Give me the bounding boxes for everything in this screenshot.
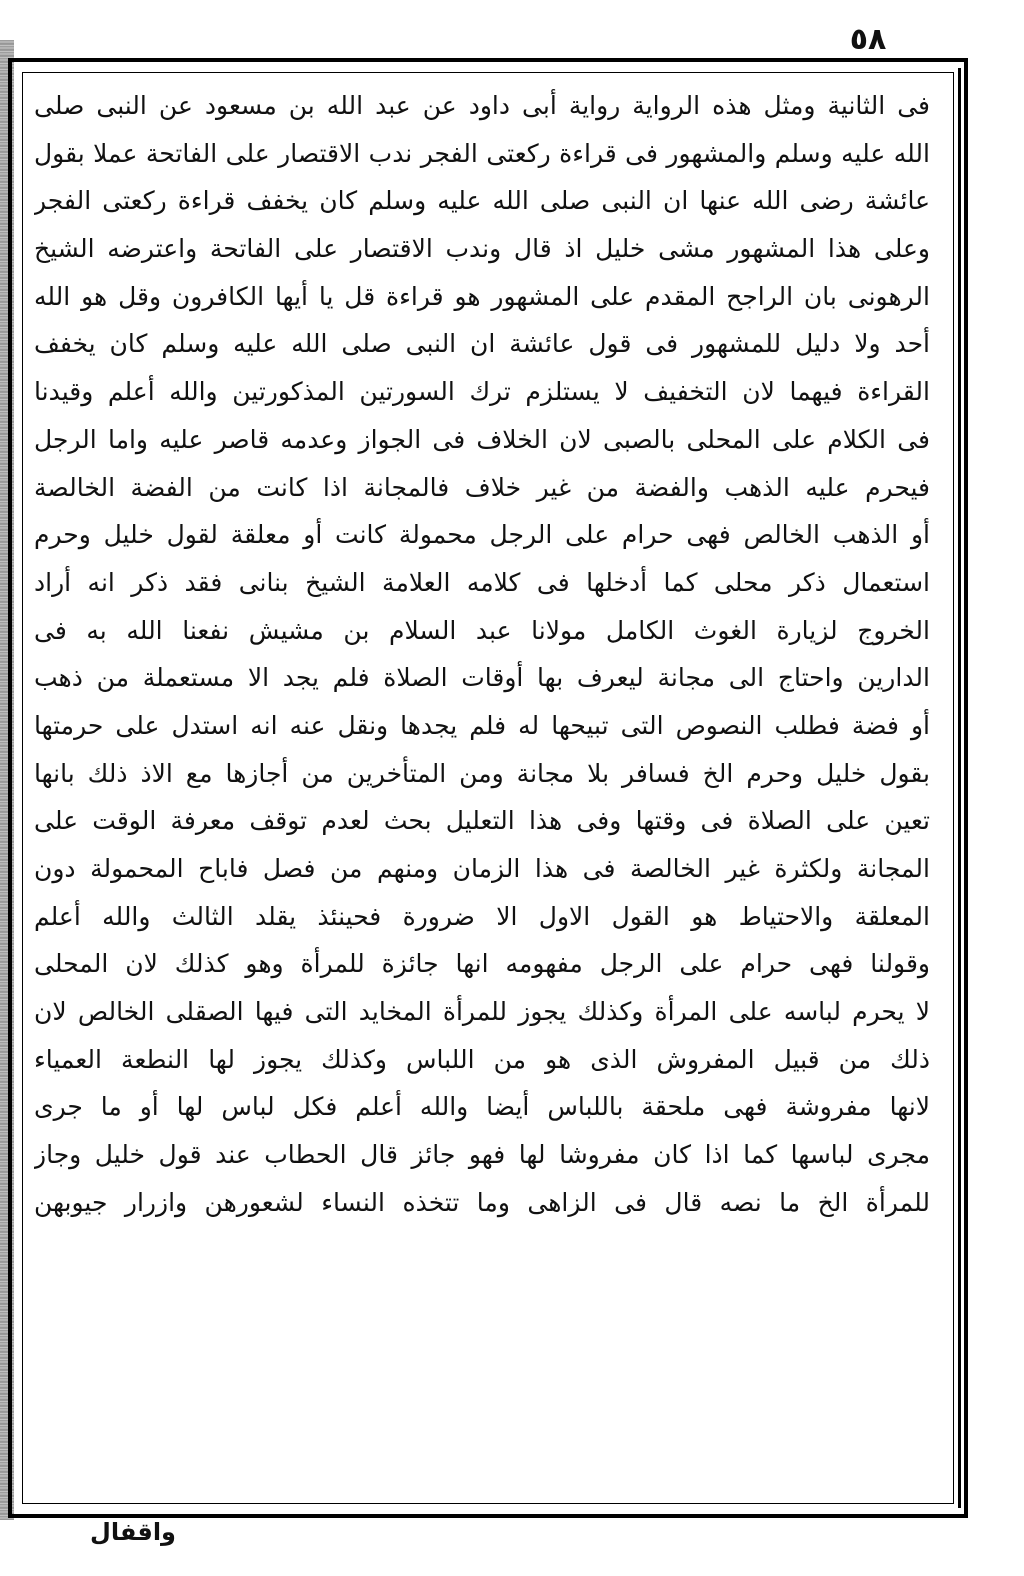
text-line: فيحرم عليه الذهب والفضة من غير خلاف فالمجانة اذا كانت من الفضة الخالصة [34, 472, 930, 502]
text-line: القراءة فيهما لان التخفيف لا يستلزم ترك السورتين المذكورتين والله أعلم وقيدنا [34, 377, 930, 407]
text-line: عائشة رضى الله عنها ان النبى صلى الله عليه وسلم كان يخفف قراءة ركعتى الفجر [34, 186, 930, 216]
text-line: وعلى هذا المشهور مشى خليل اذ قال وندب الاقتصار على الفاتحة واعترضه الشيخ [34, 234, 930, 264]
text-line: الرهونى بان الراجح المقدم على المشهور هو قراءة قل يا أيها الكافرون وقل هو الله [34, 281, 930, 311]
text-line: الدارين واحتاج الى مجانة ليعرف بها أوقات الصلاة فلم يجد الا مستعملة من ذهب [34, 663, 930, 693]
text-line: أو فضة فطلب النصوص التى تبيحها له فلم يجدها ونقل عنه انه استدل على حرمتها [34, 710, 930, 740]
text-line: المجانة ولكثرة غير الخالصة فى هذا الزمان ومنهم من فصل فاباح المحمولة دون [34, 854, 930, 883]
text-line: ذلك من قبيل المفروش الذى هو من اللباس وكذلك يجوز لها النطعة العمياء [34, 1044, 930, 1074]
text-line: أو الذهب الخالص فهى حرام على الرجل محمولة كانت أو معلقة لقول خليل وحرم [34, 520, 930, 550]
text-line: مجرى لباسها كما اذا كان مفروشا لها فهو جائز قال الحطاب عند قول خليل وجاز [34, 1140, 930, 1170]
text-line: بقول خليل وحرم الخ فسافر بلا مجانة ومن المتأخرين من أجازها مع الاذ ذلك بانها [34, 758, 930, 788]
text-line: فى الكلام على المحلى بالصبى لان الخلاف فى الجواز وعدمه قاصر عليه واما الرجل [34, 424, 930, 454]
page-number: ٥٨ [849, 22, 887, 57]
text-line: لا يحرم لباسه على المرأة وكذلك يجوز للمرأة المخايد التى فيها الصقلى الخالص لان [34, 997, 930, 1027]
text-line: تعين على الصلاة فى وقتها وفى هذا التعليل بحث لعدم توقف معرفة الوقت على [34, 806, 930, 836]
text-line: للمرأة الخ ما نصه قال فى الزاهى وما تتخذه النساء لشعورهن وازرار جيوبهن [34, 1187, 930, 1217]
text-line: وقولنا فهى حرام على الرجل مفهومه انها جائزة للمرأة وهو كذلك لان المحلى [34, 949, 930, 979]
body-text [34, 82, 930, 1494]
text-line: الخروج لزيارة الغوث الكامل مولانا عبد السلام بن مشيش نفعنا الله به فى [34, 615, 930, 645]
text-line: المعلقة والاحتياط هو القول الاول الا ضرورة فحينئذ يقلد الثالث والله أعلم [34, 901, 930, 931]
text-line: فى الثانية ومثل هذه الرواية رواية أبى داود عن عبد الله بن مسعود عن النبى صلى [34, 91, 930, 120]
text-line: لانها مفروشة فهى ملحقة باللباس أيضا والله أعلم فكل لباس لها أو ما جرى [34, 1092, 930, 1122]
catchword: واقفال [90, 1518, 176, 1546]
text-line: أحد ولا دليل للمشهور فى قول عائشة ان النبى صلى الله عليه وسلم كان يخفف [34, 329, 930, 359]
text-line: الله عليه وسلم والمشهور فى قراءة ركعتى الفجر ندب الاقتصار على الفاتحة عملا بقول [34, 138, 930, 168]
text-line: استعمال ذكر محلى كما أدخلها فى كلامه العلامة الشيخ بنانى فقد ذكر انه أراد [34, 567, 930, 597]
page-border-right-rule [958, 68, 961, 1508]
